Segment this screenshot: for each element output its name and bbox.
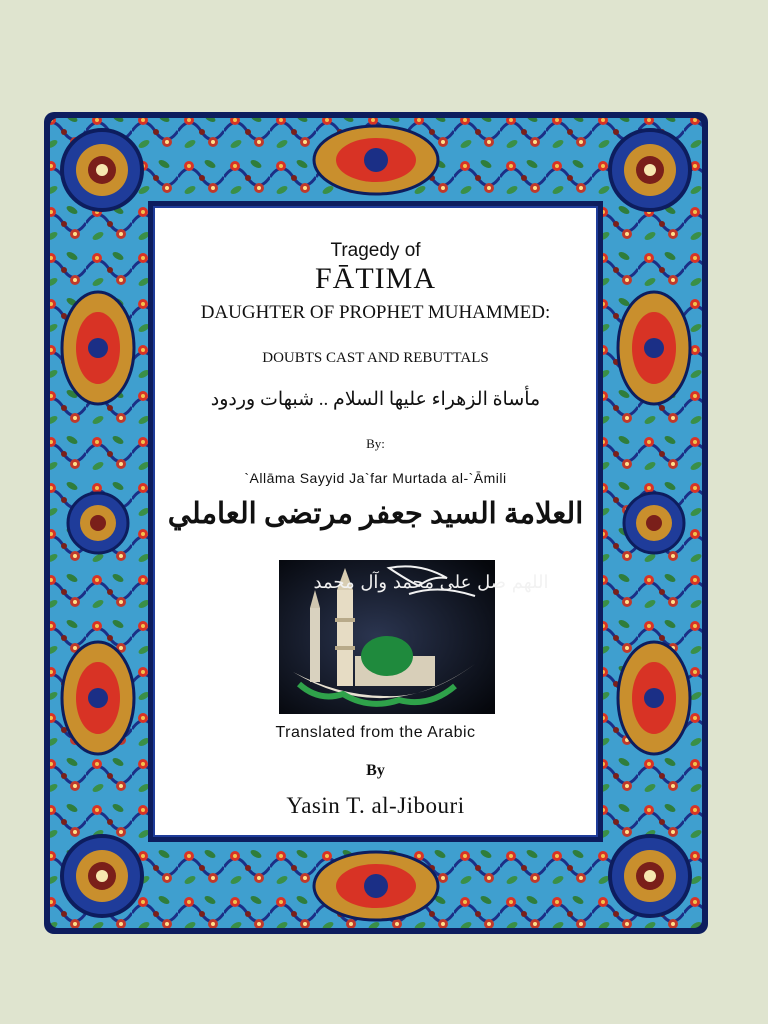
translator-name: Yasin T. al-Jibouri	[286, 793, 465, 818]
lotus-medallion-right-upper	[618, 292, 690, 404]
corner-medallion-bottom-right	[610, 836, 690, 916]
subtitle: DOUBTS CAST AND REBUTTALS	[262, 350, 489, 366]
lotus-medallion-top	[314, 126, 438, 194]
title-main: FĀTIMA	[314, 262, 436, 295]
rosette-left-middle	[68, 493, 128, 553]
by-label: By:	[366, 436, 385, 451]
author-arabic: العلامة السيد جعفر مرتضى العاملي	[167, 498, 584, 530]
corner-medallion-top-right	[610, 130, 690, 210]
corner-medallion-bottom-left	[62, 836, 142, 916]
lotus-medallion-bottom	[314, 852, 438, 920]
lotus-medallion-left-lower	[62, 642, 134, 754]
mosque-illustration	[279, 560, 549, 714]
mosque-image	[279, 560, 549, 714]
arabic-title: مأساة الزهراء عليها السلام .. شبهات وردود	[210, 389, 541, 410]
translated-from: Translated from the Arabic	[275, 724, 476, 741]
rosette-right-middle	[624, 493, 684, 553]
calligraphy-text: اللهم صل على محمد وآل محمد	[313, 572, 549, 593]
by-label-2: By	[366, 762, 385, 779]
title-panel	[155, 208, 596, 835]
author-latin: `Allāma Sayyid Ja`far Murtada al-`Āmili	[244, 470, 507, 486]
lotus-medallion-left-upper	[62, 292, 134, 404]
lotus-medallion-right-lower	[618, 642, 690, 754]
corner-medallion-top-left	[62, 130, 142, 210]
title-line-1: Tragedy of	[330, 240, 421, 261]
title-line-3: DAUGHTER OF PROPHET MUHAMMED:	[200, 302, 551, 323]
